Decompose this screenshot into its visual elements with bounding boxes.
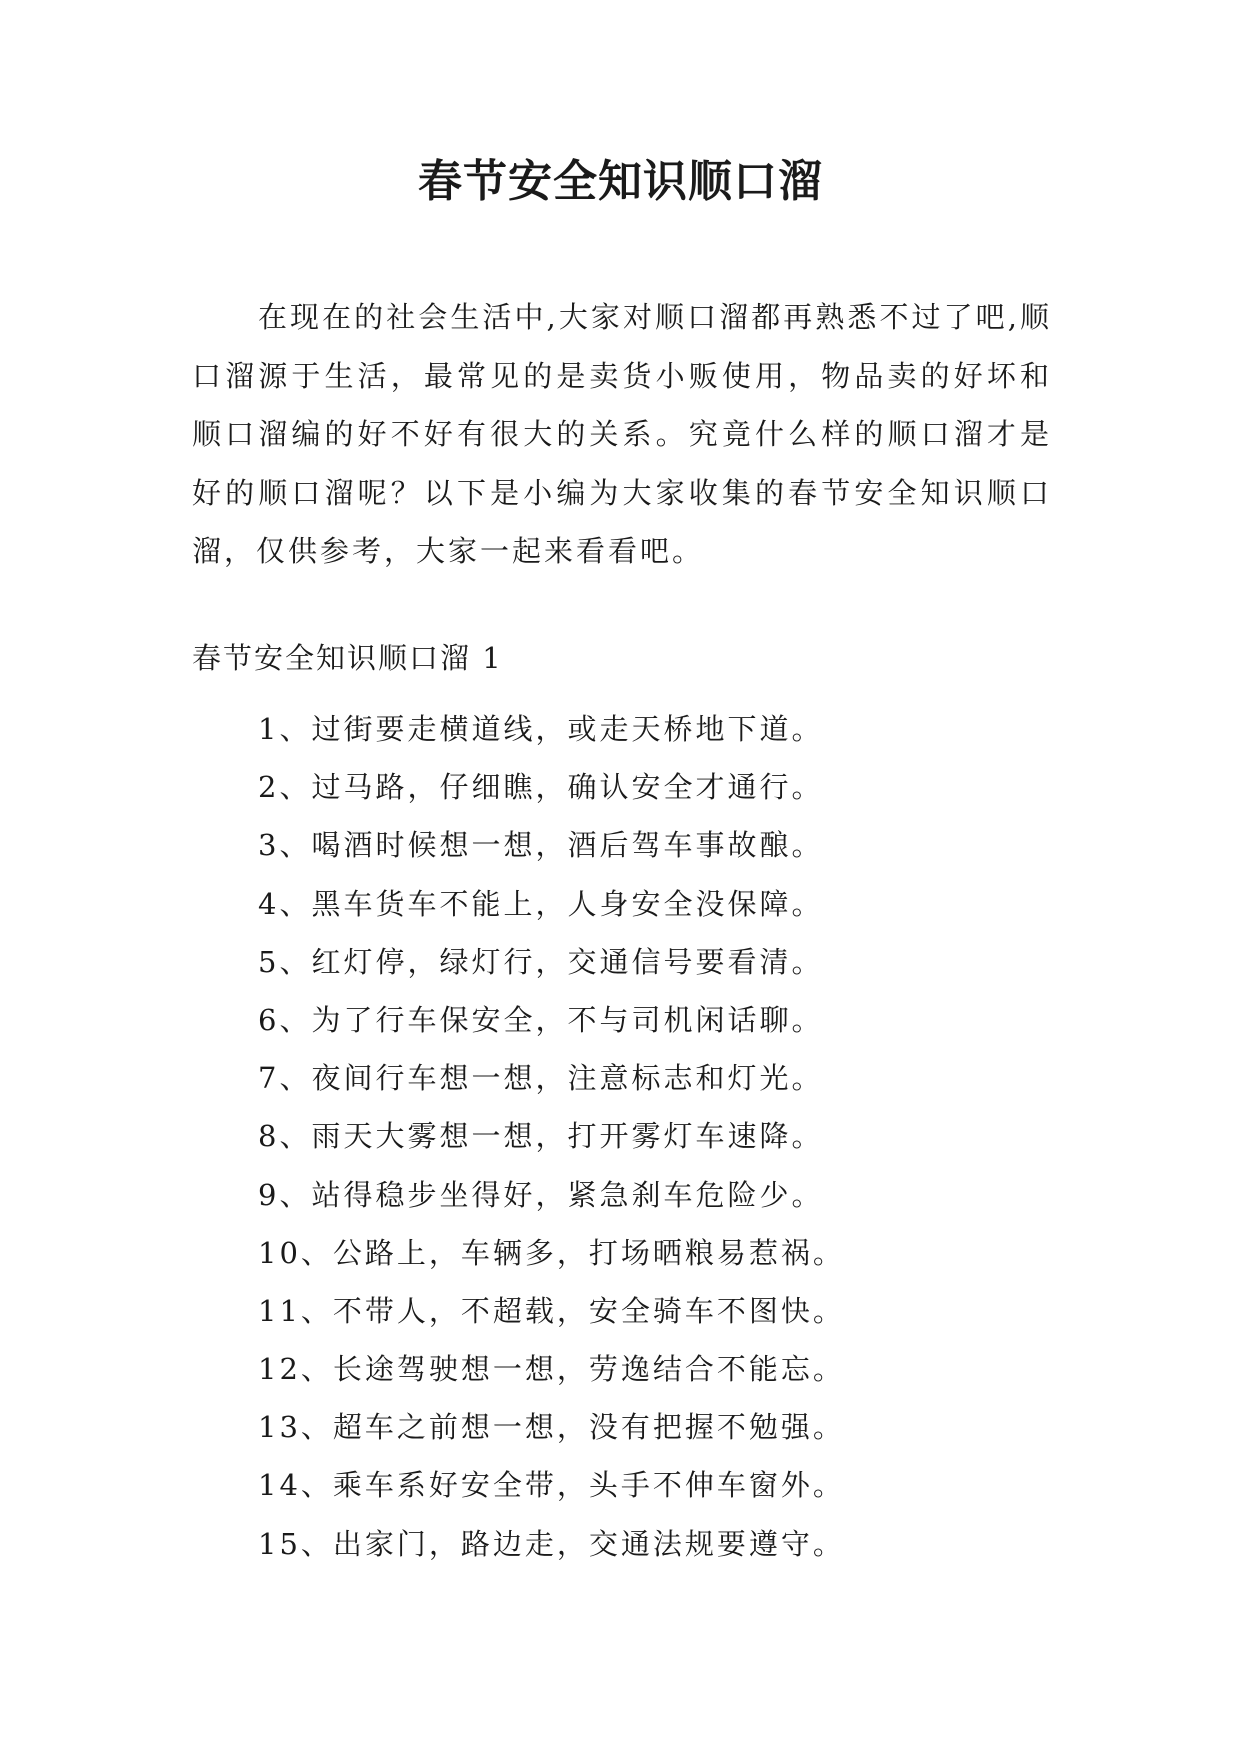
rhyme-line: 1、过街要走横道线，或走天桥地下道。 xyxy=(258,712,824,746)
rhyme-line: 13、超车之前想一想，没有把握不勉强。 xyxy=(258,1410,845,1445)
rhyme-line: 8、雨天大雾想一想，打开雾灯车速降。 xyxy=(258,1119,824,1154)
rhyme-line: 9、站得稳步坐得好，紧急刹车危险少。 xyxy=(258,1177,824,1212)
page-title: 春节安全知识顺口溜 xyxy=(418,156,823,207)
rhyme-list xyxy=(258,700,845,1573)
rhyme-line: 3、喝酒时候想一想，酒后驾车事故酿。 xyxy=(258,828,824,863)
rhyme-line: 6、为了行车保安全，不与司机闲话聊。 xyxy=(258,1002,824,1037)
rhyme-line: 15、出家门，路边走，交通法规要遵守。 xyxy=(258,1526,845,1561)
rhyme-line: 4、黑车货车不能上，人身安全没保障。 xyxy=(258,886,824,921)
section-heading: 春节安全知识顺口溜 1 xyxy=(192,641,503,675)
intro-paragraph: 在现在的社会生活中,大家对顺口溜都再熟悉不过了吧,顺口溜源于生活，最常见的是卖货小贩使用，物品卖的好坏和顺口溜编的好不好有很大的关系。究竟什么样的顺口溜才是好的顺口溜呢？以下是小编为大家收集的春节安全知识顺口溜，仅供参考，大家一起来看看吧。 xyxy=(192,300,1052,568)
rhyme-line: 12、长途驾驶想一想，劳逸结合不能忘。 xyxy=(258,1352,845,1387)
rhyme-line: 5、红灯停，绿灯行，交通信号要看清。 xyxy=(258,944,824,979)
rhyme-line: 2、过马路，仔细瞧，确认安全才通行。 xyxy=(258,770,824,805)
rhyme-line: 11、不带人，不超载，安全骑车不图快。 xyxy=(258,1293,845,1328)
rhyme-line: 10、公路上，车辆多，打场晒粮易惹祸。 xyxy=(258,1235,845,1270)
rhyme-line: 7、夜间行车想一想，注意标志和灯光。 xyxy=(258,1061,824,1096)
rhyme-line: 14、乘车系好安全带，头手不伸车窗外。 xyxy=(258,1468,845,1503)
